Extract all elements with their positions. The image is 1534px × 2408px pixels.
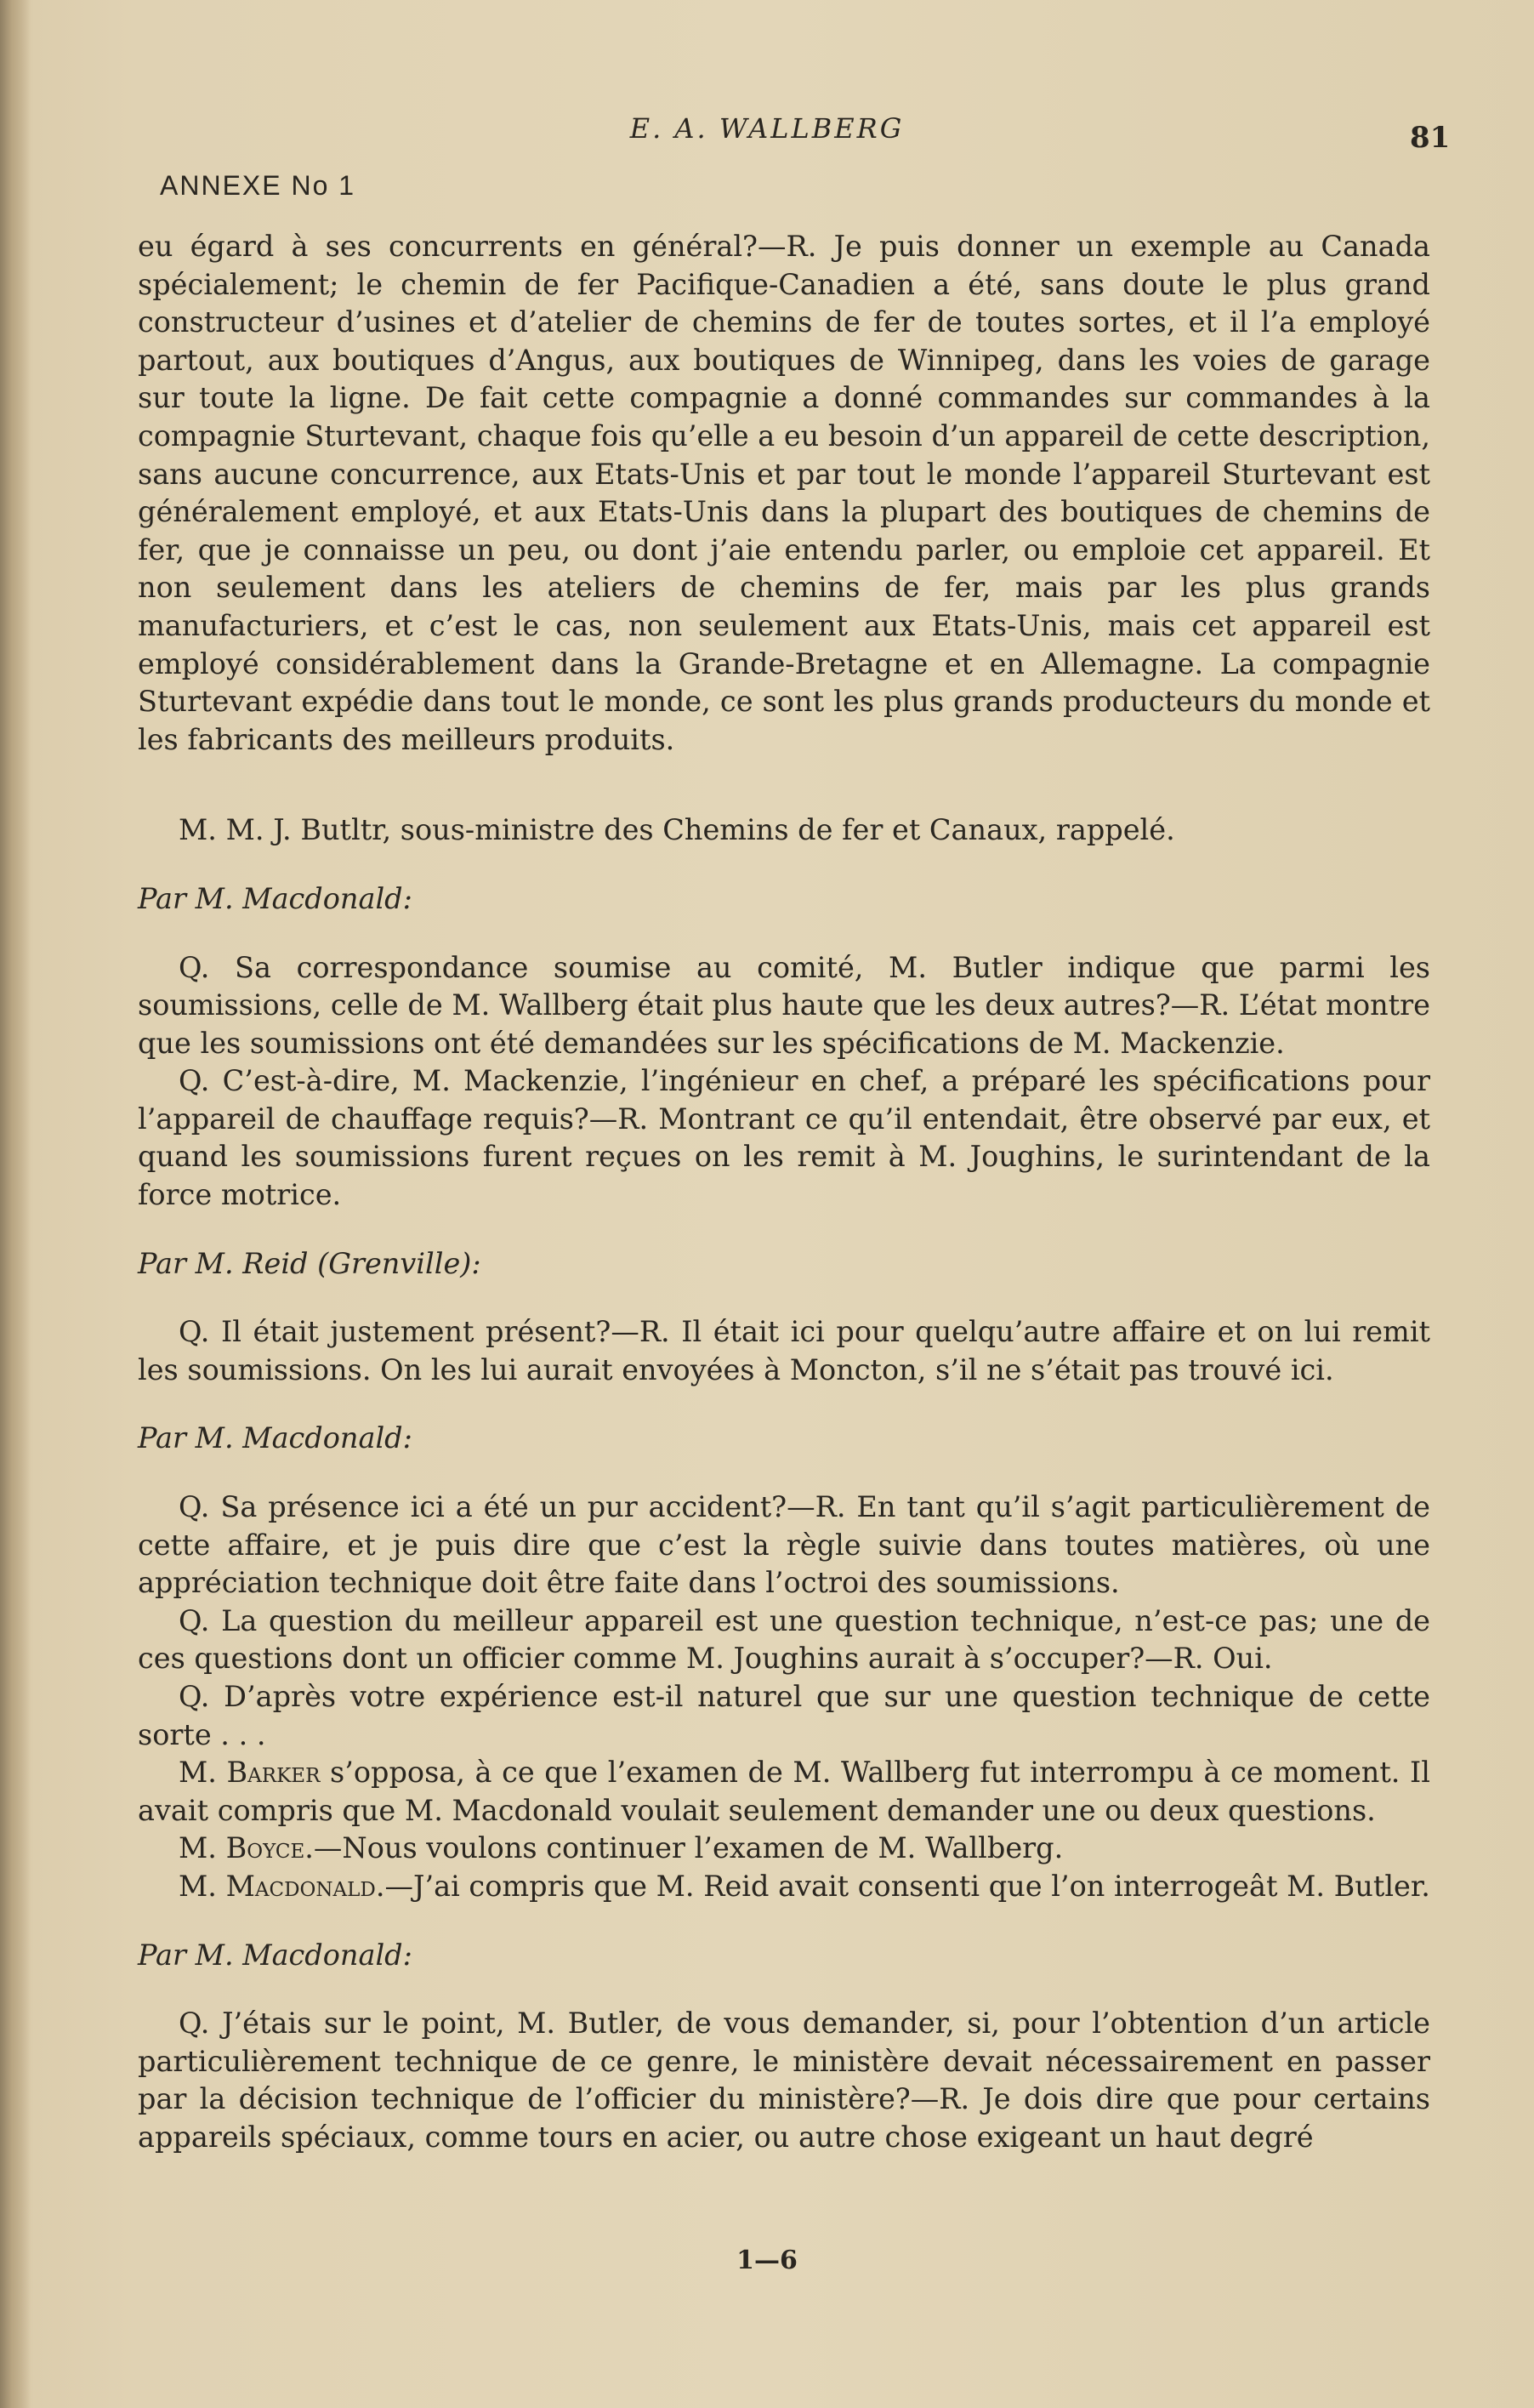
speaker-name: M. Boyce. (179, 1831, 314, 1865)
paragraph (138, 1830, 1430, 1868)
paragraph (138, 1868, 1430, 1906)
paragraph: Q. Sa présence ici a été un pur accident?—R. En tant qu’il s’agit particulièrement de cette affaire, et je puis dire que c’est la règle suivie dans toutes matières, où une appréciation technique doit être faite dans l’octroi des soumissions. (138, 1490, 1430, 1600)
witness-recalled: M. M. J. Butltr, sous-ministre des Chemins de fer et Canaux, rappelé. (179, 813, 1175, 847)
examiner-heading: Par M. Macdonald: (138, 881, 412, 915)
signature-mark: 1—6 (736, 2246, 798, 2275)
paragraph: Q. J’étais sur le point, M. Butler, de vous demander, si, pour l’obtention d’un article particulièrement technique de ce genre, le ministère devait nécessairement en passer par la décision technique de l’officier du ministère?—R. Je dois dire que pour certains appareils spéciaux, comme tours en acier, ou autre chose exigeant un haut degré (138, 2007, 1430, 2154)
speech-text: —Nous voulons continuer l’examen de M. Wallberg. (313, 1831, 1064, 1865)
page-number: 81 (1410, 121, 1451, 155)
speaker-name: M. Barker (179, 1756, 321, 1790)
paragraph: Q. Sa correspondance soumise au comité, M. Butler indique que parmi les soumissions, celle de M. Wallberg était plus haute que les deux autres?—R. L’état montre que les soumissions ont été demandées sur les spécifications de M. Mackenzie. (138, 950, 1430, 1060)
running-title: E. A. WALLBERG (629, 112, 905, 145)
paragraph: Q. C’est-à-dire, M. Mackenzie, l’ingénieur en chef, a préparé les spécifications pour l’appareil de chauffage requis?—R. Montrant ce qu’il entendait, être observé par eux, et quand les soumissions furent reçues on les remit à M. Joughins, le surintendant de la force motrice. (138, 1064, 1430, 1212)
speech-text: s’opposa, à ce que l’examen de M. Wallberg fut interrompu à ce moment. Il avait compris que M. Macdonald voulait seulement demander une ou deux questions. (138, 1756, 1431, 1827)
paragraph: Q. D’après votre expérience est-il naturel que sur une question technique de cette sorte . . . (138, 1680, 1430, 1751)
paragraph (138, 1754, 1430, 1830)
paragraph: Q. Il était justement présent?—R. Il était ici pour quelqu’autre affaire et on lui remit les soumissions. On les lui aurait envoyées à Moncton, s’il ne s’était pas trouvé ici. (138, 1315, 1430, 1386)
speaker-name: M. Macdonald. (179, 1869, 385, 1903)
annex-label: ANNEXE No 1 (160, 170, 356, 201)
examiner-heading: Par M. Macdonald: (138, 1421, 412, 1455)
paragraph: Q. La question du meilleur appareil est une question technique, n’est-ce pas; une de ces questions dont un officier comme M. Joughins aurait à s’occuper?—R. Oui. (138, 1603, 1430, 1676)
paragraph: eu égard à ses concurrents en général?—R. Je puis donner un exemple au Canada spécialement; le chemin de fer Pacifique-Canadien a été, sans doute le plus grand constructeur d’usines et d’atelier de chemins de fer de toutes sortes, et il l’a employé partout, aux boutiques d’Angus, aux boutiques de Winnipeg, dans les voies de garage sur toute la ligne. De fait cette compagnie a donné commandes sur commandes à la compagnie Sturtevant, chaque fois qu’elle a eu besoin d’un appareil de cette description, sans aucune concurrence, aux Etats-Unis et par tout le monde l’appareil Sturtevant est généralement employé, et aux Etats-Unis dans la plupart des boutiques de chemins de fer, que je connaisse un peu, ou dont j’aie entendu parler, ou emploie cet appareil. Et non seulement dans les ateliers de chemins de fer, mais par les plus grands manufacturiers, et c’est le cas, non seulement aux Etats-Unis, mais cet appareil est employé considérablement dans la Grande-Bretagne et en Allemagne. La compagnie Sturtevant expédie dans tout le monde, ce sont les plus grands producteurs du monde et les fabricants des meilleurs produits. (138, 230, 1430, 756)
speech-text: —J’ai compris que M. Reid avait consenti que l’on interrogeât M. Butler. (384, 1869, 1430, 1903)
examiner-heading: Par M. Reid (Grenville): (138, 1246, 481, 1280)
examiner-heading: Par M. Macdonald: (138, 1938, 412, 1972)
binding-gutter (0, 0, 31, 2408)
body-text (138, 228, 1430, 2157)
